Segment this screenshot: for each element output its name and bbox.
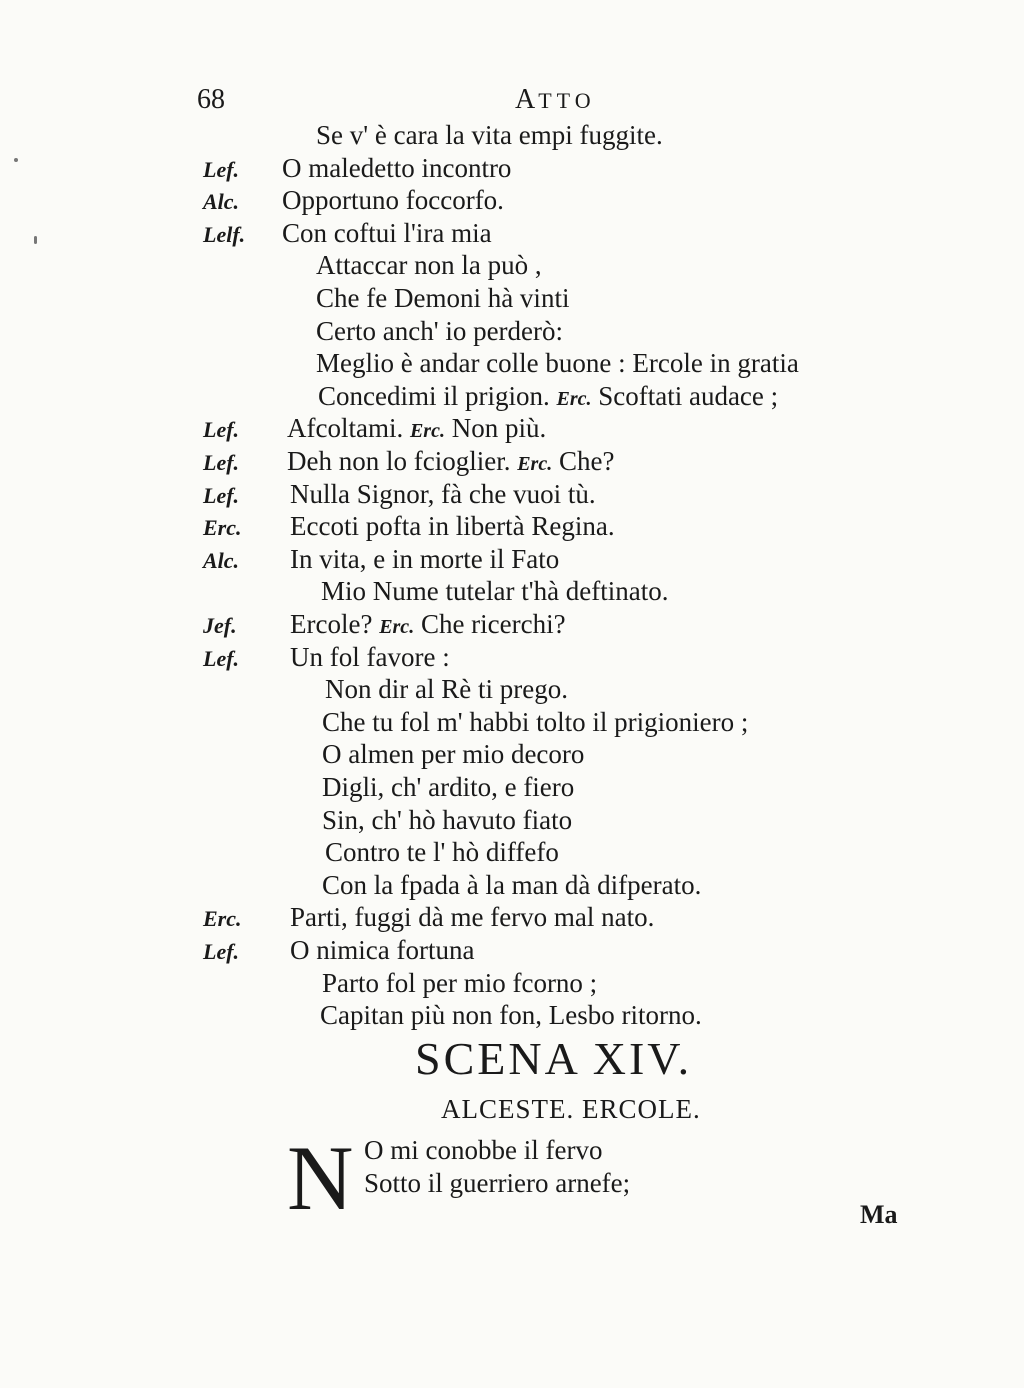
line-text: O mi conobbe il fervo bbox=[364, 1135, 603, 1165]
page-number: 68 bbox=[197, 84, 225, 115]
line-text: Che tu fol m' habbi tolto il prigioniero ; bbox=[322, 706, 749, 737]
line-text: Capitan più non fon, Lesbo ritorno. bbox=[320, 1000, 702, 1031]
line-text bbox=[318, 381, 778, 412]
line-text: Nulla Signor, fà che vuoi tù. bbox=[290, 478, 596, 509]
line-text: Eccoti pofta in libertà Regina. bbox=[290, 511, 615, 542]
line-text: Opportuno foccorfo. bbox=[282, 185, 504, 216]
running-title-rest: TTO bbox=[538, 88, 596, 113]
line-text bbox=[290, 609, 566, 640]
line-text-after: Che ricerchi? bbox=[414, 609, 566, 639]
line-text: Sotto il guerriero arnefe; bbox=[364, 1168, 631, 1198]
line-text: Con coftui l'ira mia bbox=[282, 217, 492, 248]
speaker-label: Lef. bbox=[203, 450, 240, 475]
line-text: Con la fpada à la man dà difperato. bbox=[322, 869, 702, 900]
drop-cap: N bbox=[287, 1127, 354, 1229]
verse-line bbox=[0, 153, 1024, 186]
verse-line bbox=[0, 870, 1024, 903]
verse-line bbox=[0, 707, 1024, 740]
verse-line bbox=[0, 902, 1024, 935]
verse-line bbox=[0, 935, 1024, 968]
verse-line bbox=[0, 772, 1024, 805]
verse-line bbox=[0, 413, 1024, 446]
line-text: Che fe Demoni hà vinti bbox=[316, 283, 570, 313]
inline-speaker-label: Erc. bbox=[517, 453, 553, 475]
verse-line bbox=[0, 316, 1024, 349]
line-text: Digli, ch' ardito, e fiero bbox=[322, 772, 575, 802]
line-text: Mio Nume tutelar t'hà deftinato. bbox=[321, 576, 669, 607]
line-text: Parto fol per mio fcorno ; bbox=[322, 967, 598, 998]
line-text: Sin, ch' hò havuto fiato bbox=[322, 804, 573, 835]
speaker-label: Lef. bbox=[203, 417, 240, 443]
line-text: Non dir al Rè ti prego. bbox=[325, 674, 568, 705]
line-text-after: Che? bbox=[552, 446, 615, 476]
verse-line bbox=[0, 837, 1024, 870]
line-text-after: Non più. bbox=[444, 413, 547, 444]
speaker-label: Lef. bbox=[203, 156, 240, 182]
line-text-before: Concedimi il prigion. bbox=[318, 380, 557, 411]
verse-line bbox=[0, 674, 1024, 707]
line-text-before: Ercole? bbox=[290, 609, 380, 639]
line-text: In vita, e in morte il Fato bbox=[290, 543, 560, 574]
verse-line bbox=[0, 511, 1024, 544]
line-text-before: Afcoltami. bbox=[287, 413, 410, 444]
line-text: O maledetto incontro bbox=[282, 152, 512, 183]
verse-line bbox=[0, 1168, 1024, 1201]
speaker-label: Alc. bbox=[203, 547, 240, 573]
running-title-initial: A bbox=[515, 84, 539, 115]
verse-line bbox=[0, 381, 1024, 414]
speaker-label: Lef. bbox=[203, 482, 240, 508]
verse-line bbox=[0, 185, 1024, 218]
verse-line bbox=[0, 968, 1024, 1001]
line-text: Parti, fuggi dà me fervo mal nato. bbox=[290, 902, 655, 933]
line-text-after: Scoftati audace ; bbox=[591, 380, 779, 411]
line-text: O almen per mio decoro bbox=[322, 739, 585, 770]
verse-line bbox=[0, 1000, 1024, 1033]
speaker-label: Lef. bbox=[203, 645, 240, 671]
speaker-label: Erc. bbox=[203, 515, 242, 541]
speaker-label: Erc. bbox=[203, 906, 242, 932]
inline-speaker-label: Erc. bbox=[379, 616, 415, 638]
line-text: Meglio è andar colle buone : Ercole in gratia bbox=[316, 348, 799, 379]
line-text: Se v' è cara la vita empi fuggite. bbox=[316, 120, 663, 150]
verse-line bbox=[0, 739, 1024, 772]
verse-line bbox=[0, 1135, 1024, 1168]
speaker-label: Lelf. bbox=[203, 221, 246, 247]
verse-line bbox=[0, 250, 1024, 283]
line-text: O nimica fortuna bbox=[290, 935, 475, 965]
verse-line bbox=[0, 576, 1024, 609]
verse-line bbox=[0, 283, 1024, 316]
speaker-label: Alc. bbox=[203, 189, 240, 215]
inline-speaker-label: Erc. bbox=[409, 420, 445, 443]
verse-line bbox=[0, 609, 1024, 642]
scene-title: SCENA XIV. bbox=[415, 1033, 693, 1084]
speaker-label: Jef. bbox=[203, 613, 237, 638]
verse-line bbox=[0, 544, 1024, 577]
inline-speaker-label: Erc. bbox=[556, 387, 592, 410]
line-text: Certo anch' io perderò: bbox=[316, 315, 564, 346]
verse-line bbox=[0, 120, 1024, 153]
verse-line bbox=[0, 642, 1024, 675]
speaker-label: Lef. bbox=[203, 939, 240, 964]
running-title bbox=[515, 84, 596, 116]
verse-line bbox=[0, 479, 1024, 512]
verse-line bbox=[0, 446, 1024, 479]
verse-line bbox=[0, 218, 1024, 251]
line-text bbox=[287, 413, 546, 444]
scene-characters: ALCESTE. ERCOLE. bbox=[441, 1094, 701, 1124]
line-text: Un fol favore : bbox=[290, 641, 450, 672]
line-text bbox=[287, 446, 614, 477]
verse-line bbox=[0, 348, 1024, 381]
line-text: Contro te l' hò diffefo bbox=[325, 837, 559, 868]
line-text-before: Deh non lo fcioglier. bbox=[287, 446, 518, 476]
catchword: Ma bbox=[860, 1200, 898, 1229]
verse-line bbox=[0, 805, 1024, 838]
line-text: Attaccar non la può , bbox=[316, 250, 542, 281]
